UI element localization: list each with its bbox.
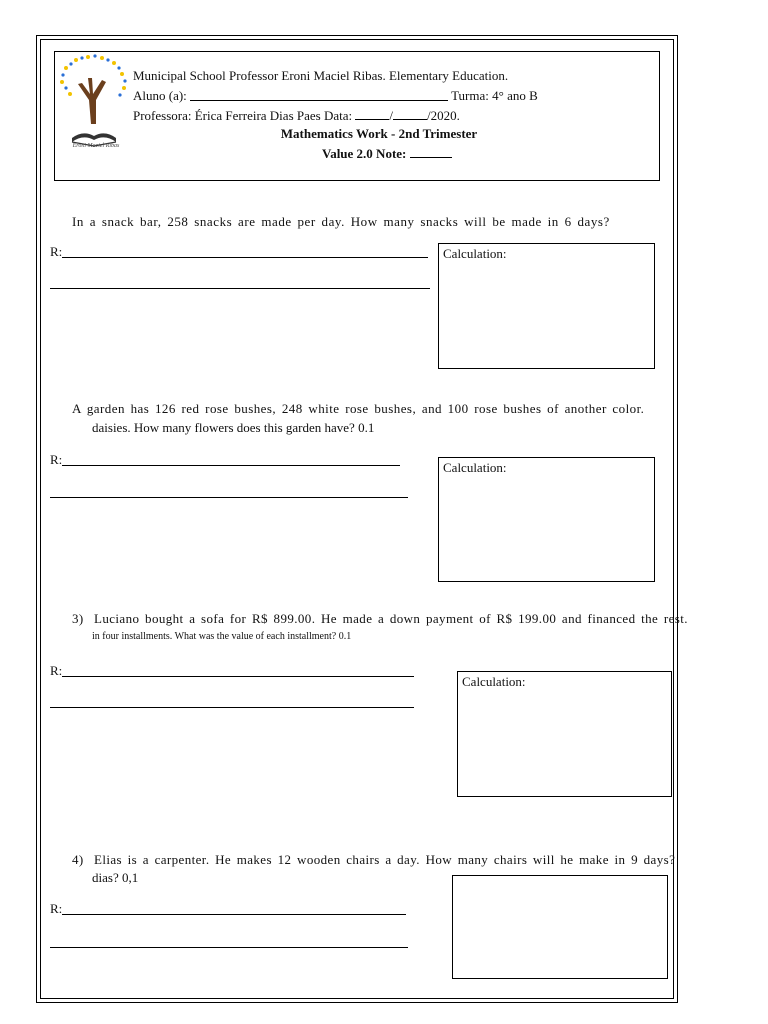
question-1-line-1: [72, 214, 666, 230]
date-month-field[interactable]: [393, 107, 427, 120]
calculation-box-4[interactable]: [452, 875, 668, 979]
question-3-number: 3): [72, 611, 84, 626]
answer-4-line-2[interactable]: [50, 947, 408, 948]
question-3-text: Luciano bought a sofa for R$ 899.00. He made a down payment of R$ 199.00 and financed the rest.: [94, 611, 688, 626]
question-4-number: 4): [72, 852, 84, 867]
answer-3-line-2[interactable]: [50, 707, 414, 708]
calculation-label: Calculation:: [443, 246, 507, 261]
question-4-text: Elias is a carpenter. He makes 12 wooden chairs a day. How many chairs will he make in 9 days?: [94, 852, 676, 867]
calculation-box-2[interactable]: [438, 457, 655, 582]
student-name-field[interactable]: [190, 88, 448, 101]
question-2-line-1: A garden has 126 red rose bushes, 248 white rose bushes, and 100 rose bushes of another color.: [72, 401, 645, 416]
calculation-box-1[interactable]: [438, 243, 655, 369]
answer-1-label: R:: [50, 244, 63, 259]
school-logo: [58, 54, 130, 156]
student-label: Aluno (a):: [133, 88, 187, 103]
question-4-line-1: [72, 852, 675, 868]
teacher-label: Professora: Érica Ferreira Dias Paes Data:: [133, 108, 353, 123]
question-2-line-2: daisies. How many flowers does this garden have? 0.1: [92, 420, 375, 435]
answer-3-label: R:: [50, 663, 63, 678]
answer-3-line-1[interactable]: [62, 676, 414, 677]
calculation-label: Calculation:: [462, 674, 526, 689]
answer-4-label: R:: [50, 901, 63, 916]
answer-4-line-1[interactable]: [62, 914, 406, 915]
date-day-field[interactable]: [355, 107, 389, 120]
question-1-text: In a snack bar, 258 snacks are made per day. How many snacks will be made in 6 days?: [72, 214, 610, 229]
value-note: [322, 145, 452, 162]
calculation-label: Calculation:: [443, 460, 507, 475]
page-title: Mathematics Work - 2nd Trimester: [280, 126, 478, 141]
answer-2-label: R:: [50, 452, 63, 467]
answer-2-line-2[interactable]: [50, 497, 408, 498]
question-3-line-2: in four installments. What was the value of each installment? 0.1: [92, 631, 352, 642]
question-4-line-2: dias? 0,1: [92, 870, 139, 885]
value-note-label: Value 2.0 Note:: [322, 146, 407, 161]
answer-1-line-1[interactable]: [62, 257, 428, 258]
school-name: Municipal School Professor Eroni Maciel Ribas. Elementary Education.: [133, 68, 509, 83]
logo-caption: Eroni Maciel Ribas: [72, 143, 120, 149]
calculation-box-3[interactable]: [457, 671, 672, 797]
note-field[interactable]: [410, 145, 452, 158]
student-row: [133, 88, 538, 104]
teacher-row: Professora: Érica Ferreira Dias Paes Data: / /2020.: [133, 108, 460, 123]
answer-1-line-2[interactable]: [50, 288, 430, 289]
class-label: Turma: 4° ano B: [451, 88, 538, 103]
date-year: /2020.: [426, 108, 460, 123]
question-3-line-1: [72, 611, 688, 627]
answer-2-line-1[interactable]: [62, 465, 400, 466]
